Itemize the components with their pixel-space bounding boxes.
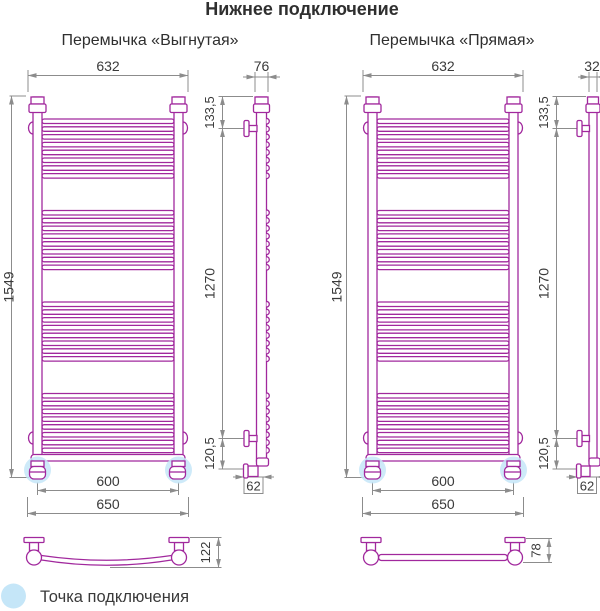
page-title: Нижнее подключение (205, 0, 399, 19)
dim-width-straight: 632 (431, 58, 455, 74)
dim-overall-width-straight: 650 (431, 496, 455, 512)
dim-top-offset-straight: 133,5 (536, 96, 551, 129)
straight-front-view (359, 97, 527, 484)
dim-bottom-offset-straight: 120,5 (536, 437, 551, 470)
side-tube (586, 97, 600, 461)
dim-connection-spacing-curved: 600 (96, 473, 120, 489)
dim-overall-width-curved: 650 (96, 496, 120, 512)
dim-connection-offset-curved: 62 (246, 478, 261, 494)
straight-crossbar-top-view (361, 538, 552, 566)
dim-connection-offset-straight: 62 (579, 478, 595, 494)
dim-crossbar-depth-straight: 78 (528, 543, 544, 558)
rung-groups (42, 119, 174, 453)
bottom-crossbar (31, 455, 185, 462)
dim-bottom-offset-curved: 120,5 (202, 437, 217, 470)
dim-height-curved: 1549 (0, 271, 17, 303)
dim-top-offset-curved: 133,5 (202, 96, 217, 129)
dim-crossbar-depth-curved: 122 (198, 541, 213, 564)
bottom-elbow-valve (577, 458, 600, 478)
wall-brackets-side (244, 121, 257, 447)
subtitle-straight: Перемычка «Прямая» (369, 32, 535, 49)
dim-depth-straight: 32 (584, 58, 600, 74)
connection-point-icon (1, 584, 26, 609)
rung-groups (377, 119, 509, 453)
bottom-crossbar (366, 455, 520, 462)
dim-connection-spacing-straight: 600 (431, 473, 455, 489)
dim-bracket-span-straight: 1270 (535, 267, 552, 300)
dim-depth-curved: 76 (253, 58, 270, 74)
subtitle-curved: Перемычка «Выгнутая» (61, 32, 239, 49)
curved-crossbar-dimension (110, 538, 222, 568)
straight-side-view (577, 97, 600, 478)
curved-front-view (24, 97, 192, 484)
curved-crossbar-top-view (24, 538, 222, 568)
bottom-elbow-valve (244, 458, 269, 478)
curved-bar (42, 556, 172, 566)
straight-crossbar-dimension (523, 539, 552, 563)
dim-height-straight: 1549 (328, 271, 345, 303)
dim-width-curved: 632 (96, 58, 120, 74)
legend-label: Точка подключения (40, 588, 189, 606)
dim-bracket-span-curved: 1270 (201, 267, 218, 300)
wall-brackets-side (577, 121, 590, 447)
straight-bar (379, 555, 508, 561)
curved-side-view (244, 97, 270, 478)
legend (1, 584, 189, 609)
